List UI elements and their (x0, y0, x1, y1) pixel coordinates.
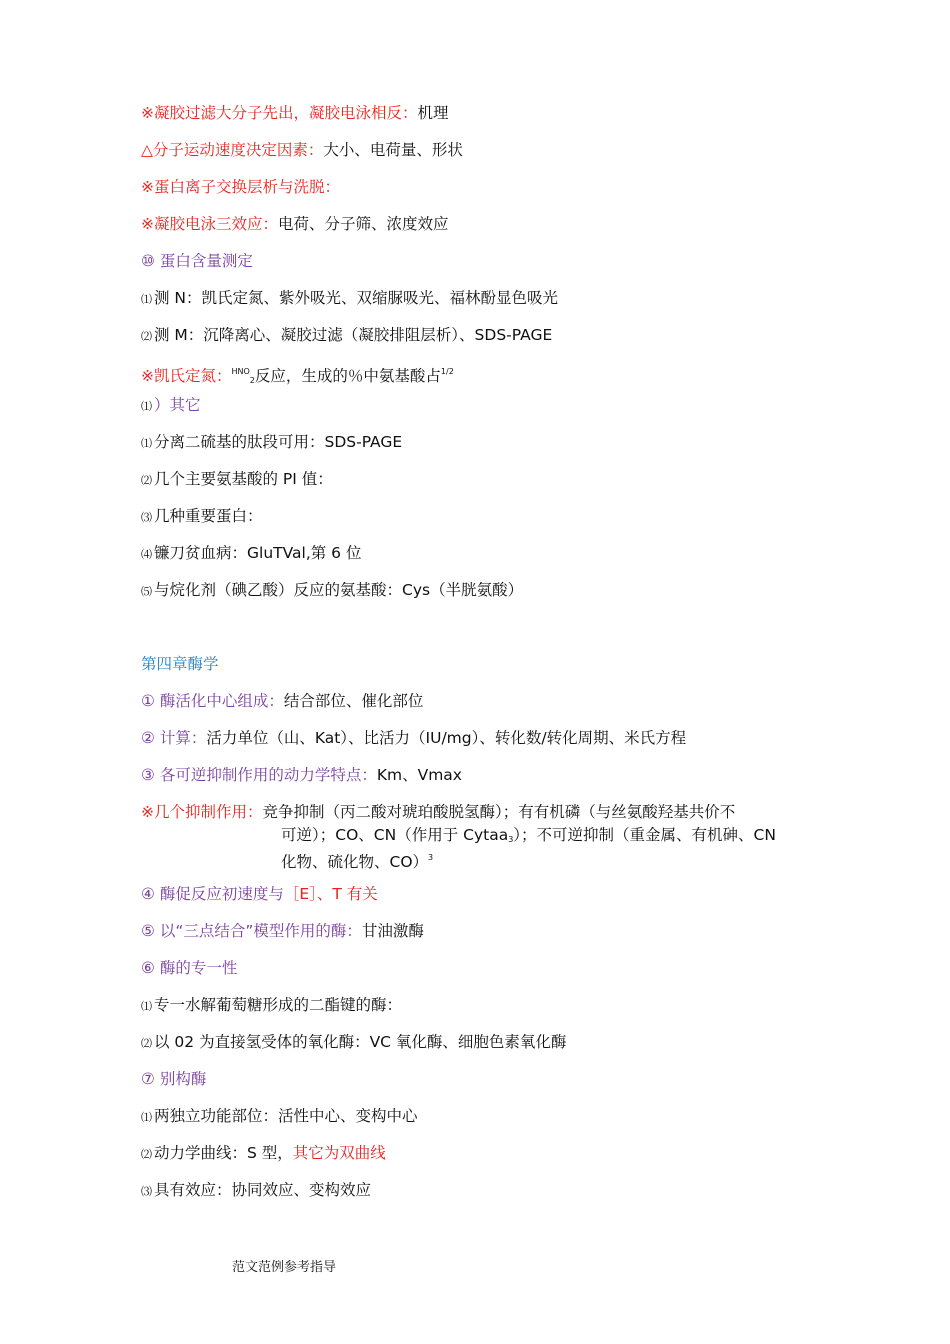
item-number: ⑵ (141, 474, 152, 487)
line-molecular-speed (141, 140, 463, 160)
subscript: 3 (508, 835, 514, 844)
line-text: 电荷、分子筛、浓度效应 (278, 215, 449, 233)
section-allosteric (141, 1069, 206, 1089)
list-item (141, 580, 523, 602)
line-heading: ③ 各可逆抑制作用的动力学特点： (141, 766, 377, 784)
line-text: ［E］、T 有关 (283, 885, 378, 903)
line-active-center (141, 691, 423, 711)
line-heading: ② 计算： (141, 729, 207, 747)
line-heading: △分子运动速度决定因素： (141, 141, 324, 159)
subscript: 2 (249, 376, 255, 385)
list-item (141, 995, 402, 1017)
line-text: Km、Vmax (376, 766, 462, 784)
line-text: 结合部位、催化部位 (283, 692, 424, 710)
item-text: 镰刀贫血病：GluTVal,第 6 位 (154, 544, 362, 562)
section-title: ⑥ 酶的专一性 (141, 959, 238, 977)
section-protein-content (141, 251, 253, 271)
item-text: 以 02 为直接氢受体的氧化酶：VC 氧化酶、细胞色素氧化酶 (154, 1033, 567, 1051)
superscript: 1/2 (440, 367, 454, 376)
chapter-title-text: 第四章酶学 (141, 655, 219, 673)
line-gel-electrophoresis (141, 214, 449, 234)
section-other (141, 395, 201, 417)
list-item (141, 1143, 386, 1165)
list-item (141, 469, 333, 491)
line-text: 大小、电荷量、形状 (323, 141, 463, 159)
line-text: 反应，生成的％中氨基酸占 (254, 367, 441, 385)
line-inhibition (141, 802, 735, 822)
line-text: 竞争抑制（丙二酸对琥珀酸脱氢酶）；有有机磷（与丝氨酸羟基共价不 (262, 803, 736, 821)
item-number: ⑵ (141, 1148, 152, 1161)
list-item (141, 1032, 566, 1054)
line-gel-filtration (141, 103, 449, 123)
list-item (141, 1106, 418, 1128)
line-heading: ※凝胶电泳三效应： (141, 215, 278, 233)
item-text: 测 N：凯氏定氮、紫外吸光、双缩脲吸光、福林酚显色吸光 (154, 289, 559, 307)
chapter-title (141, 654, 219, 674)
item-text: 测 M：沉降离心、凝胶过滤（凝胶排阻层析）、SDS-PAGE (154, 326, 553, 344)
line-heading: ① 酶活化中心组成： (141, 692, 284, 710)
list-item (141, 325, 552, 347)
line-heading: ⑤ 以“三点结合”模型作用的酶： (141, 922, 362, 940)
line-inhibition-cont-2 (281, 847, 433, 873)
list-item (141, 1180, 371, 1202)
line-text: ）；不可逆抑制（重金属、有机砷、CN (513, 826, 776, 844)
item-text: 专一水解葡萄糖形成的二酯键的酶： (154, 996, 403, 1014)
section-title: ）其它 (154, 396, 201, 414)
line-heading: ④ 酶促反应初速度与 (141, 885, 284, 903)
line-kjeldahl (141, 362, 454, 391)
line-heading: ※凯氏定氮： (141, 367, 232, 385)
item-text: 两独立功能部位：活性中心、变构中心 (154, 1107, 418, 1125)
line-calculation (141, 728, 686, 748)
line-text: 甘油激酶 (361, 922, 424, 940)
line-initial-rate (141, 884, 378, 904)
item-number: ⑴ (141, 1111, 152, 1124)
item-number: ⑶ (141, 511, 152, 524)
item-number: ⑵ (141, 1037, 152, 1050)
line-text: 机理 (417, 104, 449, 122)
item-text: 几种重要蛋白： (154, 507, 263, 525)
section-title: ⑦ 别构酶 (141, 1070, 207, 1088)
line-ion-exchange (141, 177, 340, 197)
item-text: 动力学曲线：S 型， (154, 1144, 293, 1162)
section-title: ⑩ 蛋白含量测定 (141, 252, 253, 270)
item-number: ⑸ (141, 585, 152, 598)
superscript: 3 (428, 853, 434, 862)
item-text: 具有效应：协同效应、变构效应 (154, 1181, 372, 1199)
line-text: 可逆）；CO、CN（作用于 Cytaa (281, 826, 509, 844)
list-item (141, 432, 402, 454)
item-number: ⑶ (141, 1185, 152, 1198)
item-text: 与烷化剂（碘乙酸）反应的氨基酸：Cys（半胱氨酸） (154, 581, 524, 599)
section-specificity (141, 958, 237, 978)
line-text: 活力单位（山、Kat）、比活力（IU/mg）、转化数/转化周期、米氏方程 (206, 729, 687, 747)
line-kinetics (141, 765, 462, 785)
item-number: ⑴ (141, 1000, 152, 1013)
item-number: ⑴ (141, 400, 152, 413)
item-text-highlight: 其它为双曲线 (292, 1144, 386, 1162)
item-number: ⑵ (141, 330, 152, 343)
page-footer: 范文范例参考指导 (232, 1260, 337, 1275)
item-text: 几个主要氨基酸的 PI 值： (154, 470, 333, 488)
line-heading: ※凝胶过滤大分子先出，凝胶电泳相反： (141, 104, 418, 122)
item-number: ⑴ (141, 437, 152, 450)
line-heading: ※蛋白离子交换层析与洗脱： (141, 178, 340, 196)
list-item (141, 506, 263, 528)
line-three-point (141, 921, 424, 941)
item-text: 分离二硫基的肽段可用：SDS-PAGE (154, 433, 403, 451)
line-heading: ※几个抑制作用： (141, 803, 263, 821)
item-number: ⑴ (141, 293, 152, 306)
list-item (141, 543, 361, 565)
item-number: ⑷ (141, 548, 152, 561)
list-item (141, 288, 558, 310)
superscript: HNO (231, 367, 250, 376)
line-text: 化物、硫化物、CO） (281, 853, 429, 871)
